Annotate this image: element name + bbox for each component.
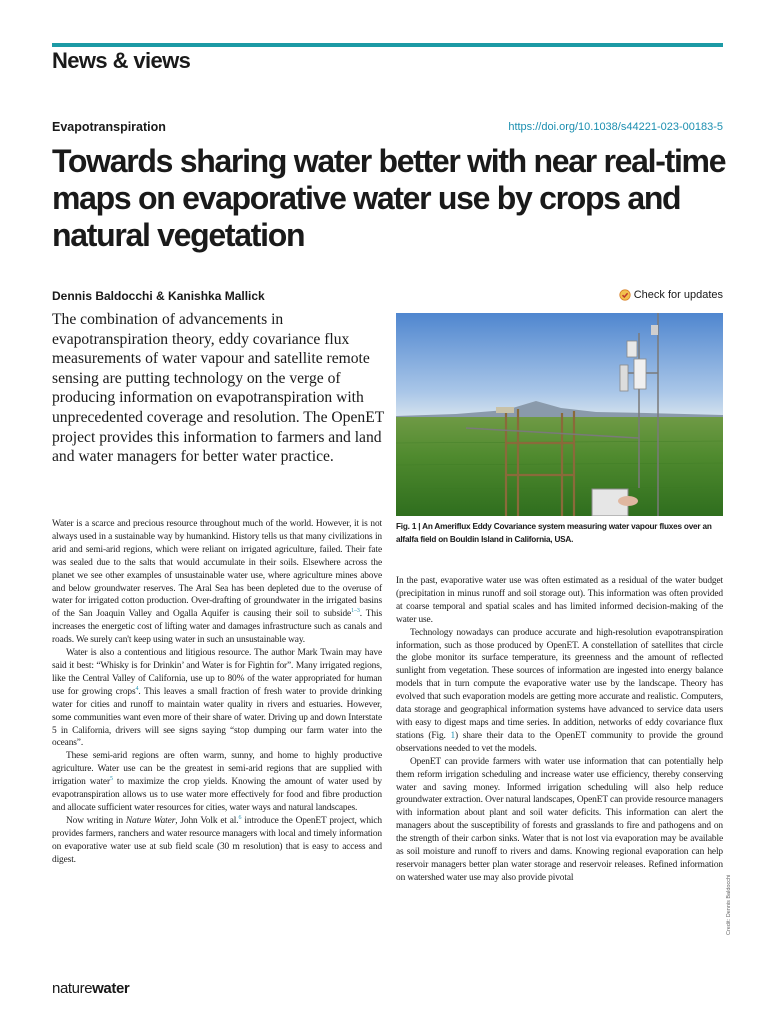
paragraph-text: introduce the OpenET project, which provides farmers, ranchers and water resource managers with local and timely information on evaporative water use at sub field scale (30 m resolution) that is easy to access and digest. <box>52 815 382 865</box>
header-rule <box>52 43 723 47</box>
journal-logo-a: nature <box>52 980 93 997</box>
paragraph-text: Now writing in <box>66 815 126 826</box>
journal-name: Nature Water <box>125 815 176 826</box>
article-title: Towards sharing water better with near real-time maps on evaporative water use by crops and natural vegetation <box>52 143 726 253</box>
right-column-paragraph <box>396 756 723 885</box>
check-for-updates-button[interactable] <box>619 289 723 301</box>
section-label: News & views <box>52 48 191 73</box>
standfirst: The combination of advancements in evapotranspiration theory, eddy covariance flux measurements of water vapour and satellite remote sensing are putting technology on the verge of producing information on evapotranspiration with unprecedented coverage and resolution. The OpenET project provides this information to farmers and land and water managers for better water practice. <box>52 311 384 466</box>
paragraph-text: to maximize the crop yields. Knowing the amount of water used by evapotranspiration allows us to use water more effectively for food and fibre production and allocate sufficient water resources for cities, water ways and natural landscapes. <box>52 777 382 813</box>
left-column-paragraph <box>52 647 382 750</box>
paragraph-text: ) share their data to the OpenET community to provide the ground observations needed to vet the models. <box>396 730 723 754</box>
left-column-paragraph <box>52 518 382 647</box>
check-updates-icon <box>619 289 631 301</box>
paragraph-text: These semi-arid regions are often warm, sunny, and home to highly productive agriculture. Water use can be the greatest in semi-arid regions that are supplied with irrigation water <box>52 751 382 788</box>
reference-citation[interactable]: 5 <box>109 776 113 782</box>
reference-citation[interactable]: 6 <box>238 814 242 821</box>
reference-citation[interactable]: 4 <box>135 685 139 692</box>
figure-photo <box>396 313 723 516</box>
body-column-right <box>396 575 723 885</box>
journal-logo <box>52 980 129 997</box>
figure-reference-link[interactable]: 1 <box>450 730 456 741</box>
body-column-left <box>52 518 382 866</box>
right-column-paragraph <box>396 627 723 756</box>
right-column-paragraph <box>396 575 723 627</box>
left-column-paragraph <box>52 750 382 815</box>
authors: Dennis Baldocchi & Kanishka Mallick <box>52 289 265 303</box>
paragraph-text: OpenET can provide farmers with water use information that can potentially help them reform irrigation scheduling and increase water use efficiency, thereby conserving water and saving money. Informed irrigation scheduling will also help reduce groundwater extraction. Over natural landscapes, OpenET can provide resource managers with information about plant and soil water deficits. This information can alert the managers about the susceptibility of forests and grasslands to fire and pathogens and on the strength of their carbon sinks. Water that is not lost via evaporation may be available as soil moisture and runoff to rivers and dams. Knowing regional evaporation can help reservoir managers better plan water storage and reservoir releases. Refined information on watershed water use may also provide pivotal <box>396 756 723 883</box>
paragraph-text: . This leaves a small fraction of fresh water to provide drinking water for cities and runoff to maintain water quality in rivers and estuaries. However, some communities want even more of their share of water. Driving up and down Interstate 5 in California, drivers will see signs saying “stop dumping our farm water into the oceans”. <box>52 686 382 749</box>
check-updates-label: Check for updates <box>633 289 723 301</box>
journal-logo-b: water <box>92 980 130 997</box>
paragraph-text: Water is also a contentious and litigious resource. The author Mark Twain may have said it best: “Whisky is for Drinkin’ and Water is for Fightin for”. Many irrigated regions, like the Central Valley of California, use up to 80% of the water appropriated for human use for growing crops <box>52 648 382 697</box>
paragraph-text: In the past, evaporative water use was often estimated as a residual of the water budget (precipitation in minus runoff and soil storage out). This information was often provided at coarse temporal and spatial scales and has limited informed decision-making of the water use. <box>396 576 723 625</box>
topic-label: Evapotranspiration <box>52 120 166 134</box>
left-column-paragraph <box>52 815 382 867</box>
figure-caption: Fig. 1 | An Ameriflux Eddy Covariance system measuring water vapour fluxes over an alfalfa field on Bouldin Island in California, USA. <box>396 522 712 544</box>
doi-link[interactable]: https://doi.org/10.1038/s44221-023-00183-5 <box>508 121 723 133</box>
reference-citation[interactable]: 1–3 <box>351 608 360 615</box>
paragraph-text: Water is a scarce and precious resource throughout much of the world. However, it is not always used in a sustainable way by humankind. History tells us that many civilizations in arid and semi-arid regions, which were reliant on irrigated agriculture, failed. Their fate was sealed due to the salts that would accumulate in their soils. Elsewhere across the planet we see other examples of unsustainable water use, where agriculture mines above and below groundwater reserves. The Aral Sea has been depleted due to the overuse of water for irrigated cotton production. Over-drafting of groundwater in the irrigated basins of the San Joaquin Valley and Ogalla Aquifer is causing their soil to subside <box>52 519 382 620</box>
paragraph-text: . This increases the energetic cost of lifting water and damages infrastructure such as canals and roads. We surely can't keep using water in such an unsustainable way. <box>52 609 382 646</box>
photo-credit: Credit: Dennis Baldocchi <box>726 874 732 935</box>
paragraph-text: , John Volk et al. <box>175 815 239 826</box>
paragraph-text: Technology nowadays can produce accurate and high-resolution evapotranspiration information, such as those produced by OpenET. A constellation of satellites that circle the globe monitor its surface temperature, its greenness and the amount of reflected sunlight from vegetation. These sources of information are ingested into energy balance models that in turn compute the evaporative water use by the landscape. Theory has evolved that such evaporation models are getting more accurate and realistic. Computers, data storage and geographical information systems have advanced to service data users with easy to digest maps and time series. In addition, networks of eddy covariance flux stations (Fig. <box>396 627 723 741</box>
eddy-covariance-tower-image <box>396 313 723 516</box>
